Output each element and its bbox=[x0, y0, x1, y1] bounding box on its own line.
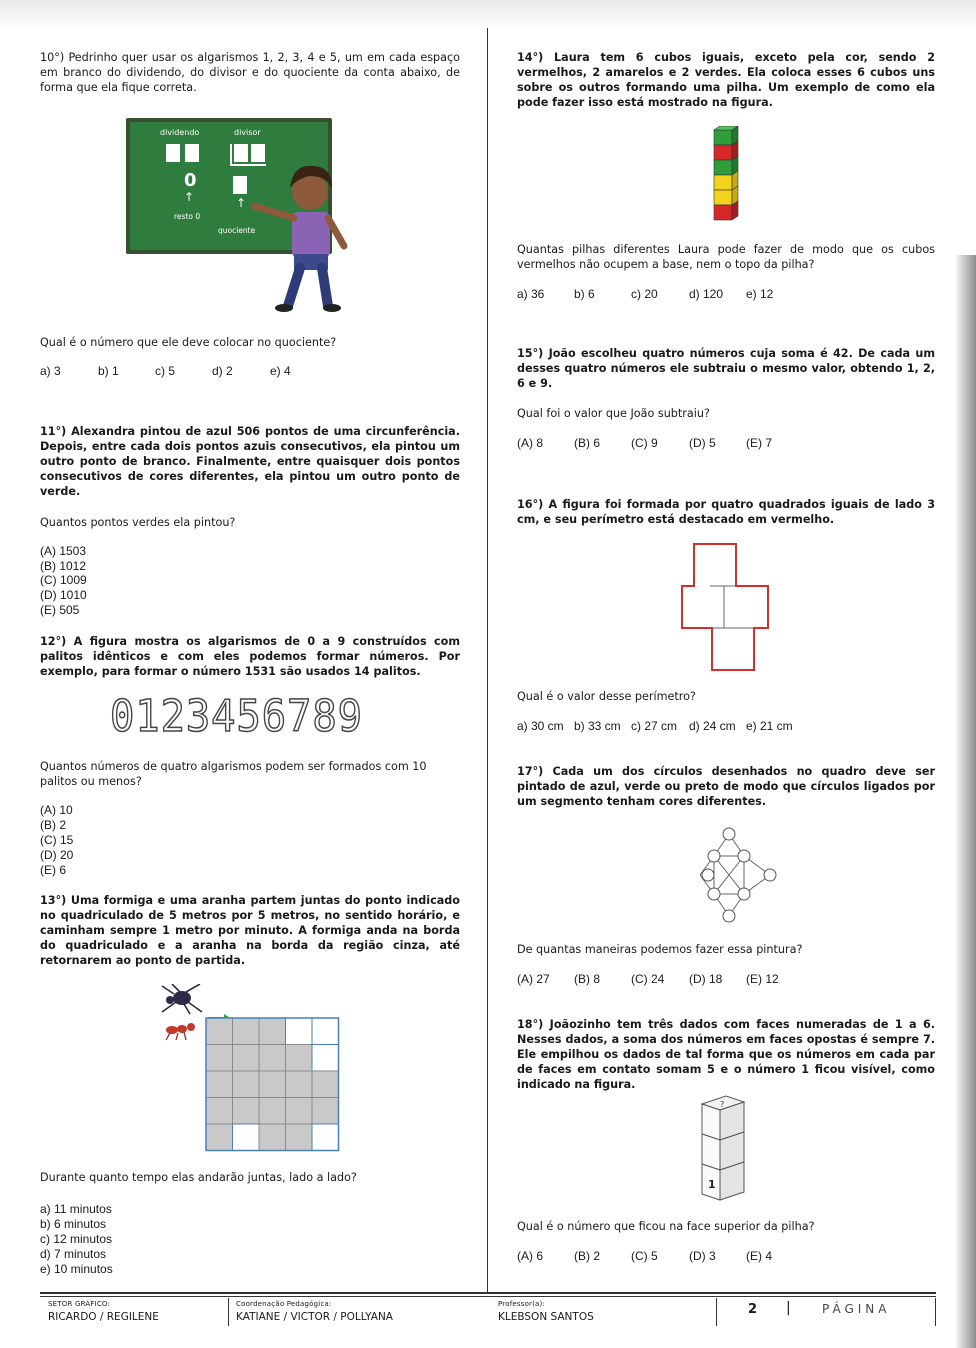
q15-statement: 15°) João escolheu quatro números cuja soma é 42. De cada um desses quatro números ele subtraiu o mesmo valor, obtendo 1, 2, 6 e 9. bbox=[517, 347, 935, 390]
grid-cell bbox=[286, 1018, 313, 1045]
footer-coord-label: Coordenação Pedagógica: bbox=[236, 1300, 332, 1308]
cube-red bbox=[714, 205, 732, 220]
q11-option-d[interactable]: (D) 1010 bbox=[40, 588, 87, 602]
q16-option-d[interactable]: d) 24 cm bbox=[689, 719, 736, 733]
q12-option-e[interactable]: (E) 6 bbox=[40, 863, 67, 877]
divisor-box-1 bbox=[234, 144, 248, 162]
page-top-shadow bbox=[0, 0, 976, 30]
q13-statement: 13°) Uma formiga e uma aranha partem juntas do ponto indicado no quadriculado de 5 metros por 5 metros, no sentido horário, e caminham sempre 1 metro por minuto. A formiga anda na borda do quadriculado e a aranha na borda da região cinza, até retornarem ao ponto de partida. bbox=[40, 894, 460, 967]
q14-question: Quantas pilhas diferentes Laura pode fazer de modo que os cubos vermelhos não ocupem a base, nem o topo da pilha? bbox=[517, 243, 935, 271]
cube-yellow bbox=[714, 190, 732, 205]
graph-node bbox=[738, 888, 750, 900]
q16-option-e[interactable]: e) 21 cm bbox=[746, 719, 793, 733]
q11-option-b[interactable]: (B) 1012 bbox=[40, 559, 87, 573]
grid-cell bbox=[312, 1045, 339, 1072]
q13-option-d[interactable]: d) 7 minutos bbox=[40, 1247, 107, 1261]
grid-cell bbox=[312, 1124, 339, 1151]
arrow-up-icon: ↑ bbox=[236, 196, 247, 210]
grid-cell bbox=[233, 1124, 260, 1151]
footer-rule bbox=[40, 1292, 936, 1294]
grid-cell bbox=[233, 1018, 260, 1045]
division-bracket-vertical bbox=[230, 144, 232, 164]
die-visible-number: 1 bbox=[708, 1178, 716, 1191]
q16-option-a[interactable]: a) 30 cm bbox=[517, 719, 564, 733]
q11-option-a[interactable]: (A) 1503 bbox=[40, 544, 87, 558]
q10-question: Qual é o número que ele deve colocar no quociente? bbox=[40, 336, 337, 349]
q14-option-e[interactable]: e) 12 bbox=[746, 287, 774, 301]
grid-cell bbox=[206, 1018, 233, 1045]
footer-coord-names: KATIANE / VICTOR / POLLYANA bbox=[236, 1311, 393, 1323]
q16-squares-figure bbox=[680, 540, 772, 674]
grid-cell bbox=[312, 1018, 339, 1045]
board-divisor-label: divisor bbox=[234, 128, 261, 137]
q14-option-b[interactable]: b) 6 bbox=[574, 287, 595, 301]
graph-node bbox=[738, 850, 750, 862]
q15-question: Qual foi o valor que João subtraiu? bbox=[517, 407, 710, 420]
q13-option-c[interactable]: c) 12 minutos bbox=[40, 1232, 113, 1246]
q18-option-c[interactable]: (C) 5 bbox=[631, 1249, 658, 1263]
q17-option-b[interactable]: (B) 8 bbox=[574, 972, 601, 986]
q17-graph bbox=[700, 822, 782, 924]
footer-page-number: 2 bbox=[748, 1302, 758, 1317]
grid-cell bbox=[259, 1098, 286, 1125]
q13-option-b[interactable]: b) 6 minutos bbox=[40, 1217, 107, 1231]
q12-option-d[interactable]: (D) 20 bbox=[40, 848, 74, 862]
q18-option-a[interactable]: (A) 6 bbox=[517, 1249, 544, 1263]
q11-option-c[interactable]: (C) 1009 bbox=[40, 573, 87, 587]
graph-node bbox=[708, 888, 720, 900]
q13-option-e[interactable]: e) 10 minutos bbox=[40, 1262, 113, 1276]
footer-separator: | bbox=[786, 1300, 791, 1316]
q16-option-b[interactable]: b) 33 cm bbox=[574, 719, 621, 733]
q17-option-d[interactable]: (D) 18 bbox=[689, 972, 723, 986]
graph-node bbox=[702, 869, 714, 881]
perimeter-outline bbox=[682, 544, 768, 670]
die-top-question-mark: ? bbox=[720, 1100, 725, 1109]
q14-statement: 14°) Laura tem 6 cubos iguais, exceto pela cor, sendo 2 vermelhos, 2 amarelos e 2 verdes. Ela coloca esses 6 cubos uns sobre os outros formando uma pilha. Um exemplo de como ela pode fazer isso está mostrado na figura. bbox=[517, 51, 935, 109]
q13-figure bbox=[160, 984, 350, 1156]
footer-rule-thin bbox=[40, 1296, 936, 1297]
grid-cell bbox=[206, 1098, 233, 1125]
q18-option-d[interactable]: (D) 3 bbox=[689, 1249, 716, 1263]
q10-option-b[interactable]: b) 1 bbox=[98, 364, 119, 378]
footer-divider bbox=[716, 1298, 717, 1326]
graph-node bbox=[723, 828, 735, 840]
spider-icon bbox=[162, 984, 202, 1014]
q18-dice-stack bbox=[696, 1094, 752, 1206]
grid-cell bbox=[206, 1124, 233, 1151]
graph-node bbox=[764, 869, 776, 881]
q15-option-b[interactable]: (B) 6 bbox=[574, 436, 601, 450]
q10-option-d[interactable]: d) 2 bbox=[212, 364, 233, 378]
q12-option-b[interactable]: (B) 2 bbox=[40, 818, 67, 832]
footer-prof-label: Professor(a): bbox=[498, 1300, 546, 1308]
board-resto-label: resto 0 bbox=[174, 212, 201, 221]
q18-option-e[interactable]: (E) 4 bbox=[746, 1249, 773, 1263]
q15-option-e[interactable]: (E) 7 bbox=[746, 436, 773, 450]
footer-divider bbox=[935, 1298, 936, 1326]
graph-node bbox=[708, 850, 720, 862]
q17-option-a[interactable]: (A) 27 bbox=[517, 972, 550, 986]
footer-divider bbox=[228, 1298, 229, 1326]
dividend-box-2 bbox=[185, 144, 199, 162]
q17-option-c[interactable]: (C) 24 bbox=[631, 972, 665, 986]
grid-cell bbox=[286, 1071, 313, 1098]
footer-prof-name: KLEBSON SANTOS bbox=[498, 1311, 594, 1323]
q12-statement: 12°) A figura mostra os algarismos de 0 a 9 construídos com palitos idênticos e com eles podemos formar números. Por exemplo, para formar o número 1531 são usados 14 palitos. bbox=[40, 635, 460, 678]
grid-cell bbox=[206, 1045, 233, 1072]
dividend-box-1 bbox=[166, 144, 180, 162]
matchstick-digits: 0123456789 bbox=[110, 691, 363, 742]
board-quociente-label: quociente bbox=[218, 226, 256, 235]
cube-green bbox=[714, 130, 732, 145]
grid-cell bbox=[259, 1018, 286, 1045]
grid-cell bbox=[259, 1124, 286, 1151]
ant-icon bbox=[166, 1023, 195, 1040]
q11-option-e[interactable]: (E) 505 bbox=[40, 603, 80, 617]
q18-question: Qual é o número que ficou na face superior da pilha? bbox=[517, 1220, 815, 1233]
grid-cell bbox=[233, 1098, 260, 1125]
q15-option-a[interactable]: (A) 8 bbox=[517, 436, 544, 450]
remainder-zero: 0 bbox=[184, 170, 197, 191]
q14-option-a[interactable]: a) 36 bbox=[517, 287, 545, 301]
cube-green bbox=[714, 160, 732, 175]
q17-option-e[interactable]: (E) 12 bbox=[746, 972, 779, 986]
grid-cell bbox=[286, 1098, 313, 1125]
q13-option-a[interactable]: a) 11 minutos bbox=[40, 1202, 112, 1216]
boy-illustration bbox=[248, 150, 358, 315]
q18-option-b[interactable]: (B) 2 bbox=[574, 1249, 601, 1263]
q15-option-c[interactable]: (C) 9 bbox=[631, 436, 658, 450]
quotient-box bbox=[233, 176, 247, 194]
footer-setor-label: SETOR GRÁFICO: bbox=[48, 1300, 111, 1308]
grid-cell bbox=[286, 1124, 313, 1151]
grid-cell bbox=[259, 1071, 286, 1098]
q14-option-c[interactable]: c) 20 bbox=[631, 287, 658, 301]
q10-option-c[interactable]: c) 5 bbox=[155, 364, 176, 378]
q16-option-c[interactable]: c) 27 cm bbox=[631, 719, 678, 733]
q18-statement: 18°) Joãozinho tem três dados com faces numeradas de 1 a 6. Nesses dados, a soma dos números em faces opostas é sempre 7. Ele empilhou os dados de tal forma que os números em cada par de faces em contato somam 5 e o número 1 ficou visível, como indicado na figura. bbox=[517, 1018, 935, 1091]
q12-option-c[interactable]: (C) 15 bbox=[40, 833, 74, 847]
grid-cell bbox=[206, 1071, 233, 1098]
q17-question: De quantas maneiras podemos fazer essa pintura? bbox=[517, 943, 803, 956]
board-dividendo-label: dividendo bbox=[160, 128, 200, 137]
q10-option-a[interactable]: a) 3 bbox=[40, 364, 61, 378]
column-divider bbox=[487, 28, 488, 1293]
grid-cell bbox=[259, 1045, 286, 1072]
q16-statement: 16°) A figura foi formada por quatro quadrados iguais de lado 3 cm, e seu perímetro está destacado em vermelho. bbox=[517, 498, 935, 526]
q11-question: Quantos pontos verdes ela pintou? bbox=[40, 516, 236, 529]
q11-statement: 11°) Alexandra pintou de azul 506 pontos de uma circunferência. Depois, entre cada dois pontos azuis consecutivos, ela pintou um outro ponto de branco. Finalmente, entre quaisquer dois pontos consecutivos de cores diferentes, ela pintou um outro ponto de verde. bbox=[40, 425, 460, 498]
q10-statement: 10°) Pedrinho quer usar os algarismos 1, 2, 3, 4 e 5, um em cada espaço em branco do dividendo, do divisor e do quociente da conta abaixo, de forma que ela fique correta. bbox=[40, 51, 460, 94]
q15-option-d[interactable]: (D) 5 bbox=[689, 436, 716, 450]
graph-node bbox=[723, 910, 735, 922]
q13-question: Durante quanto tempo elas andarão juntas, lado a lado? bbox=[40, 1171, 357, 1184]
q17-statement: 17°) Cada um dos círculos desenhados no quadro deve ser pintado de azul, verde ou preto de modo que círculos ligados por um segmento tenham cores diferentes. bbox=[517, 765, 935, 808]
grid-cell bbox=[233, 1045, 260, 1072]
grid-cell bbox=[312, 1071, 339, 1098]
footer-page-word: PÁGINA bbox=[822, 1302, 891, 1316]
cube-red bbox=[714, 145, 732, 160]
grid-cell bbox=[233, 1071, 260, 1098]
q12-question: Quantos números de quatro algarismos podem ser formados com 10 palitos ou menos? bbox=[40, 760, 427, 788]
q12-option-a[interactable]: (A) 10 bbox=[40, 803, 73, 817]
q16-question: Qual é o valor desse perímetro? bbox=[517, 690, 696, 703]
q14-option-d[interactable]: d) 120 bbox=[689, 287, 724, 301]
grid-cell bbox=[286, 1045, 313, 1072]
arrow-up-icon: ↑ bbox=[184, 190, 195, 204]
footer-setor-names: RICARDO / REGILENE bbox=[48, 1311, 159, 1323]
q14-cube-stack bbox=[708, 126, 744, 226]
grid-cell bbox=[312, 1098, 339, 1125]
page-edge-shadow bbox=[956, 255, 976, 1348]
q10-option-e[interactable]: e) 4 bbox=[270, 364, 291, 378]
cube-yellow bbox=[714, 175, 732, 190]
